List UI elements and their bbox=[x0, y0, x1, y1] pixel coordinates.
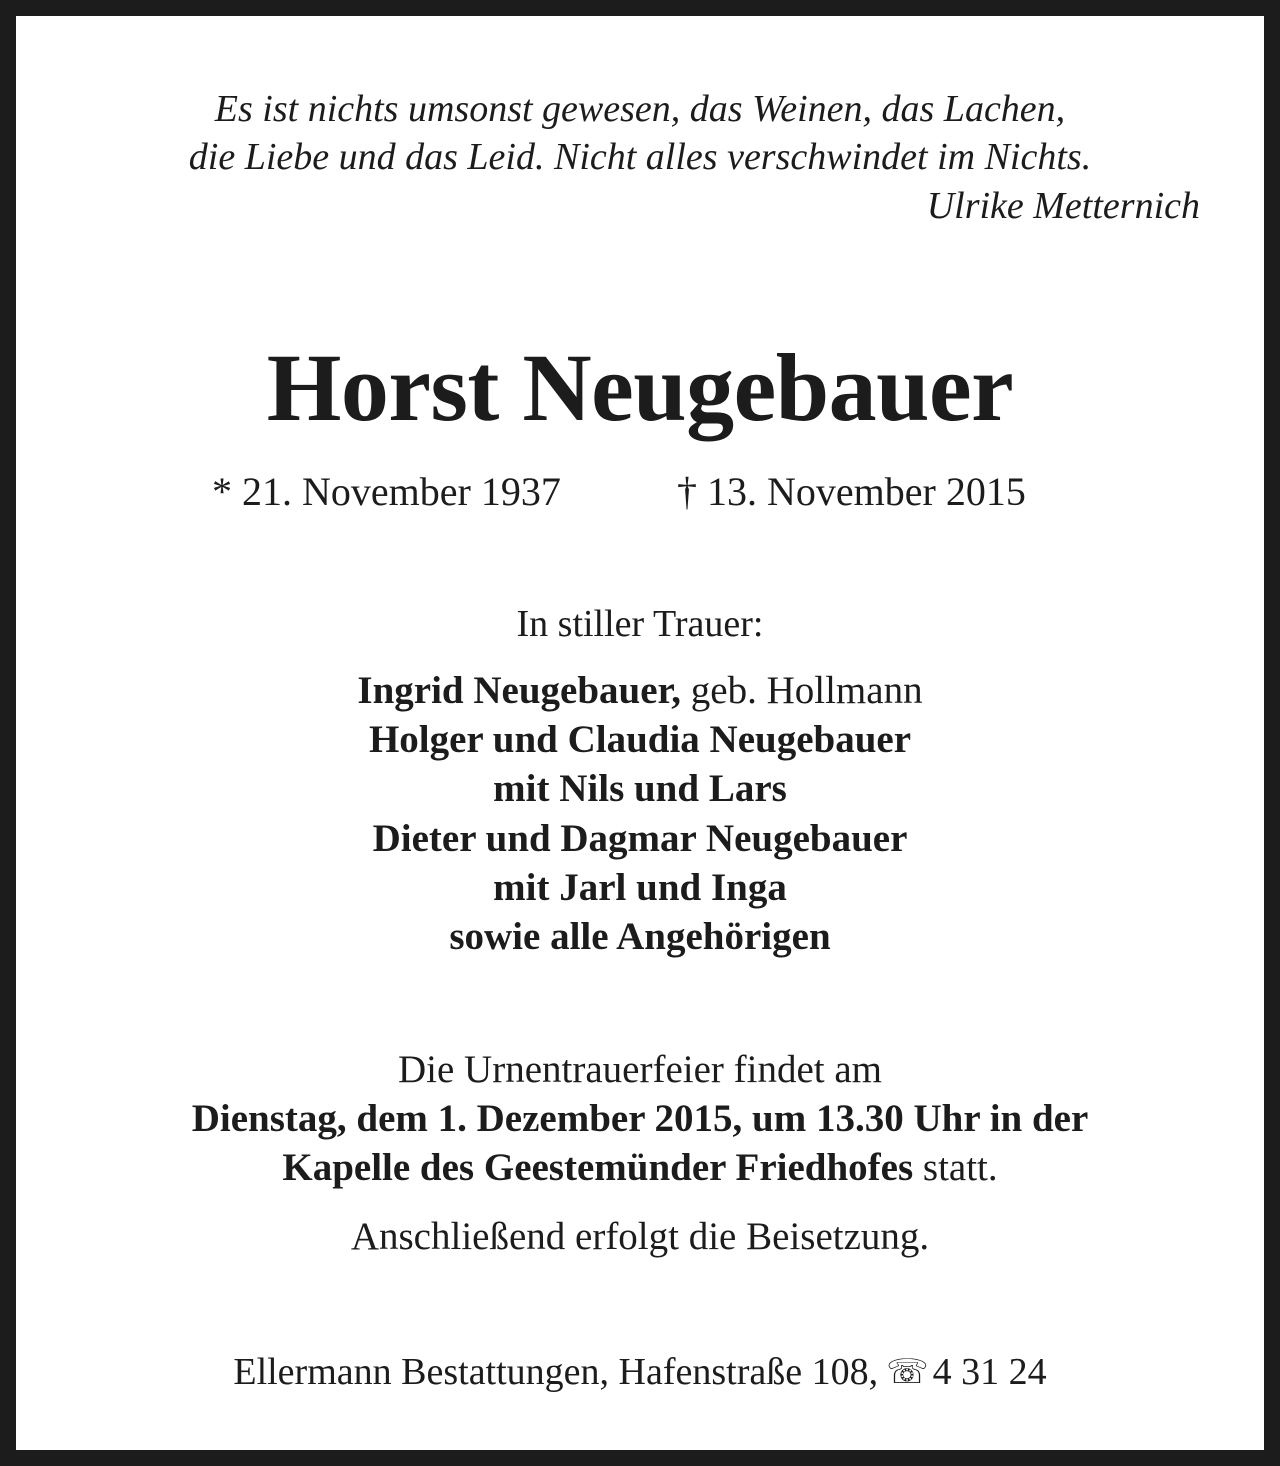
ceremony-burial-note: Anschließend erfolgt die Beisetzung. bbox=[350, 1215, 930, 1258]
telephone-icon: ☏ bbox=[886, 1352, 929, 1392]
quote-line-1: Es ist nichts umsonst gewesen, das Weinen, das Lachen, bbox=[214, 88, 1066, 130]
birth-date: * 21. November 1937 bbox=[212, 469, 561, 514]
funeral-home-footer bbox=[16, 1348, 1264, 1396]
mourner-line-2: Holger und Claudia Neugebauer bbox=[368, 718, 912, 761]
mourner-line-6: sowie alle Angehörigen bbox=[449, 915, 831, 958]
deceased-name: Horst Neugebauer bbox=[266, 334, 1014, 441]
mourner-name: Ingrid Neugebauer, bbox=[357, 669, 682, 712]
phone-number: 4 31 24 bbox=[932, 1351, 1047, 1393]
ceremony-location bbox=[16, 1143, 1264, 1192]
mourner-line-5: mit Jarl und Inga bbox=[493, 866, 787, 909]
quote-author: Ulrike Metternich bbox=[926, 185, 1200, 227]
mourner-line-1 bbox=[16, 666, 1264, 716]
ceremony-line-1: Die Urnentrauerfeier findet am bbox=[398, 1048, 882, 1091]
ceremony-datetime: Dienstag, dem 1. Dezember 2015, um 13.30 Uhr in der bbox=[191, 1097, 1089, 1140]
ceremony-location-suffix: statt. bbox=[913, 1146, 998, 1189]
ceremony-location-name: Kapelle des Geestemünder Friedhofes bbox=[282, 1146, 914, 1189]
funeral-home-address: Ellermann Bestattungen, Hafenstraße 108, bbox=[233, 1351, 879, 1393]
death-date: † 13. November 2015 bbox=[677, 469, 1026, 514]
mourner-line-3: mit Nils und Lars bbox=[493, 767, 787, 810]
quote-line-2: die Liebe und das Leid. Nicht alles verschwindet im Nichts. bbox=[188, 136, 1092, 178]
mourner-maiden-name: geb. Hollmann bbox=[681, 669, 923, 712]
mourner-line-4: Dieter und Dagmar Neugebauer bbox=[372, 817, 908, 860]
mourning-intro: In stiller Trauer: bbox=[516, 603, 764, 645]
